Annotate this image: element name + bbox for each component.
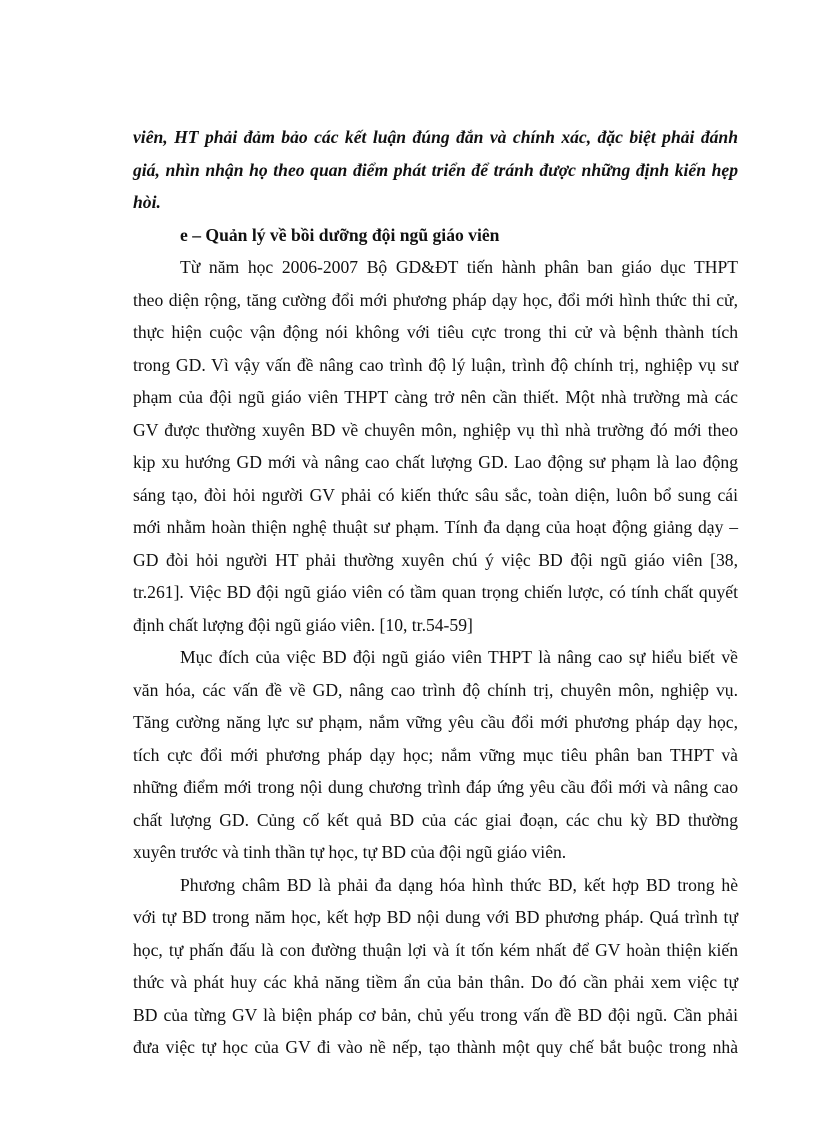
- paragraph-line: GV được thường xuyên BD về chuyên môn, nghiệp vụ thì nhà trường đó mới theo: [133, 419, 738, 440]
- paragraph-line: mới nhằm hoàn thiện nghệ thuật sư phạm. Tính đa dạng của hoạt động giảng dạy –: [133, 517, 738, 537]
- paragraph-line: định chất lượng đội ngũ giáo viên. [10, tr.54-59]: [133, 614, 473, 635]
- paragraph-line: tr.261]. Việc BD đội ngũ giáo viên có tầm quan trọng chiến lược, có tính chất quyết: [133, 582, 738, 602]
- paragraph-line: Mục đích của việc BD đội ngũ giáo viên THPT là nâng cao sự hiểu biết về: [180, 647, 738, 667]
- paragraph-line: phạm của đội ngũ giáo viên THPT càng trở nên cần thiết. Một nhà trường mà các: [133, 387, 738, 407]
- paragraph-line: văn hóa, các vấn đề về GD, nâng cao trình độ chính trị, chuyên môn, nghiệp vụ.: [133, 679, 738, 700]
- paragraph-line: thức và phát huy các khả năng tiềm ẩn của bản thân. Do đó cần phải xem việc tự: [133, 972, 738, 992]
- paragraph-line: với tự BD trong năm học, kết hợp BD nội dung với BD phương pháp. Quá trình tự: [133, 907, 738, 927]
- paragraph-line: sáng tạo, đòi hỏi người GV phải có kiến thức sâu sắc, toàn diện, luôn bổ sung cái: [133, 484, 738, 505]
- paragraph-line: những điểm mới trong nội dung chương trình đáp ứng yêu cầu đổi mới và nâng cao: [133, 777, 738, 797]
- intro-line: viên, HT phải đảm bảo các kết luận đúng đắn và chính xác, đặc biệt phải đánh: [133, 127, 738, 147]
- paragraph-line: đưa việc tự học của GV đi vào nề nếp, tạo thành một quy chế bắt buộc trong nhà: [133, 1037, 738, 1057]
- paragraph-line: Phương châm BD là phải đa dạng hóa hình thức BD, kết hợp BD trong hè: [180, 874, 738, 895]
- paragraph-line: Từ năm học 2006-2007 Bộ GD&ĐT tiến hành phân ban giáo dục THPT: [180, 257, 738, 277]
- paragraph-line: tích cực đổi mới phương pháp dạy học; nắm vững mục tiêu phân ban THPT và: [133, 744, 738, 765]
- intro-line: hòi.: [133, 192, 161, 212]
- paragraph-line: trong GD. Vì vậy vấn đề nâng cao trình độ lý luận, trình độ chính trị, nghiệp vụ sư: [133, 354, 738, 375]
- paragraph-line: học, tự phấn đấu là con đường thuận lợi và ít tốn kém nhất để GV hoàn thiện kiến: [133, 939, 738, 960]
- paragraph-line: xuyên trước và tinh thần tự học, tự BD của đội ngũ giáo viên.: [133, 842, 567, 862]
- paragraph-line: chất lượng GD. Củng cố kết quả BD của các giai đoạn, các chu kỳ BD thường: [133, 809, 738, 830]
- section-heading: e – Quản lý về bồi dưỡng đội ngũ giáo viên: [180, 224, 500, 245]
- paragraph-line: Tăng cường năng lực sư phạm, nắm vững yêu cầu đổi mới phương pháp dạy học,: [133, 712, 738, 732]
- paragraph-line: BD của từng GV là biện pháp cơ bản, chủ yếu trong vấn đề BD đội ngũ. Cần phải: [133, 1004, 738, 1025]
- paragraph-line: thực hiện cuộc vận động nói không với tiêu cực trong thi cử và bệnh thành tích: [133, 322, 738, 342]
- paragraph-line: kịp xu hướng GD mới và nâng cao chất lượng GD. Lao động sư phạm là lao động: [133, 452, 738, 472]
- paragraph-line: theo diện rộng, tăng cường đổi mới phương pháp dạy học, đổi mới hình thức thi cử,: [133, 289, 738, 310]
- intro-line: giá, nhìn nhận họ theo quan điểm phát triển để tránh được những định kiến hẹp: [133, 159, 738, 180]
- paragraph-line: GD đòi hỏi người HT phải thường xuyên chú ý việc BD đội ngũ giáo viên [38,: [133, 549, 738, 570]
